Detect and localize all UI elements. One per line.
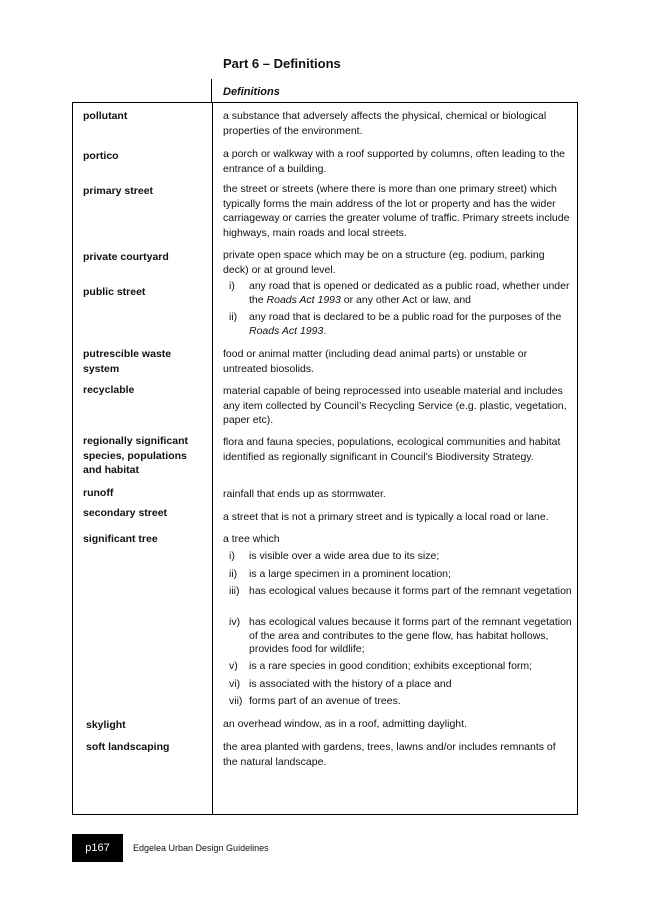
item-number: vi) [229, 678, 241, 690]
term-significant-tree: significant tree [83, 533, 158, 545]
public-street-item-2 [229, 311, 573, 338]
definition-soft-landscaping: the area planted with gardens, trees, lawns and/or includes remnants of the natural landscape. [223, 741, 556, 768]
item-text: has ecological values because it forms part of the remnant vegetation [249, 585, 572, 597]
term-recyclable: recyclable [83, 384, 135, 396]
term-putrescible-waste-system: putrescible waste system [83, 348, 172, 375]
significant-tree-item-2 [229, 568, 573, 582]
definition-skylight: an overhead window, as in a roof, admitting daylight. [223, 718, 467, 730]
term-private-courtyard: private courtyard [83, 251, 169, 263]
term-runoff: runoff [83, 487, 114, 499]
significant-tree-item-3 [229, 585, 573, 599]
definition-recyclable: material capable of being reprocessed into useable material and includes any item collected by Council’s Recycling Service (e.g. plastic, vegetation, paper etc). [223, 385, 567, 426]
column-heading: Definitions [223, 86, 280, 98]
term-soft-landscaping: soft landscaping [86, 741, 170, 753]
significant-tree-intro: a tree which [223, 533, 280, 545]
public-street-item-1 [229, 280, 573, 307]
header-divider [211, 79, 212, 102]
item-number: i) [229, 280, 235, 292]
definition-secondary-street: a street that is not a primary street and is typically a local road or lane. [223, 511, 549, 523]
item-number: iii) [229, 585, 240, 597]
item-text: is a large specimen in a prominent location; [249, 568, 451, 580]
term-secondary-street: secondary street [83, 507, 168, 519]
table-column-divider [212, 103, 213, 814]
definition-runoff: rainfall that ends up as stormwater. [223, 488, 386, 500]
page-number-badge: p167 [72, 834, 123, 862]
item-text: is associated with the history of a place and [249, 678, 452, 690]
item-text: any road that is declared to be a public road for the purposes of the Roads Act 1993. [249, 311, 562, 337]
item-text: forms part of an avenue of trees. [249, 695, 401, 707]
item-number: i) [229, 550, 235, 562]
significant-tree-item-1 [229, 550, 573, 564]
definition-portico: a porch or walkway with a roof supported by columns, often leading to the entrance of a building. [223, 148, 566, 175]
item-text: is visible over a wide area due to its size; [249, 550, 440, 562]
term-skylight: skylight [86, 719, 126, 731]
item-text: any road that is opened or dedicated as a public road, whether under the Roads Act 1993 or any other Act or law, and [249, 280, 570, 306]
item-number: iv) [229, 616, 241, 628]
item-text: has ecological values because it forms part of the remnant vegetation of the area and contributes to the gene flow, has habitat hollows, provides food for wildlife; [249, 616, 572, 655]
definition-putrescible-waste-system: food or animal matter (including dead animal parts) or unstable or untreated biosolids. [223, 348, 528, 375]
significant-tree-item-7 [229, 695, 573, 709]
significant-tree-item-5 [229, 660, 573, 674]
definition-primary-street: the street or streets (where there is more than one primary street) which typically forms the main address of the lot or property and has the wider carriageway or carries the greater volume of traffic. Primary streets include highways, main roads and local streets. [223, 183, 570, 239]
significant-tree-item-6 [229, 678, 573, 692]
item-number: ii) [229, 568, 238, 580]
item-number: ii) [229, 311, 238, 323]
item-number: vii) [229, 695, 243, 707]
term-regionally-significant: regionally significant species, populations and habitat [83, 435, 189, 476]
definition-private-courtyard: private open space which may be on a structure (eg. podium, parking deck) or at ground level. [223, 249, 545, 276]
item-text: is a rare species in good condition; exhibits exceptional form; [249, 660, 533, 672]
act-reference: Roads Act 1993 [249, 324, 324, 337]
act-reference: Roads Act 1993 [266, 293, 341, 306]
significant-tree-item-4 [229, 616, 573, 657]
page-title: Part 6 – Definitions [223, 56, 341, 71]
term-portico: portico [83, 150, 119, 162]
definition-regionally-significant: flora and fauna species, populations, ecological communities and habitat identified as regionally significant in Council’s Biodiversity Strategy. [223, 436, 561, 463]
term-primary-street: primary street [83, 185, 154, 197]
item-number: v) [229, 660, 238, 672]
term-public-street: public street [83, 286, 146, 298]
term-pollutant: pollutant [83, 110, 128, 122]
definition-pollutant: a substance that adversely affects the physical, chemical or biological properties of the environment. [223, 110, 547, 137]
footer-document-title: Edgelea Urban Design Guidelines [133, 843, 269, 853]
